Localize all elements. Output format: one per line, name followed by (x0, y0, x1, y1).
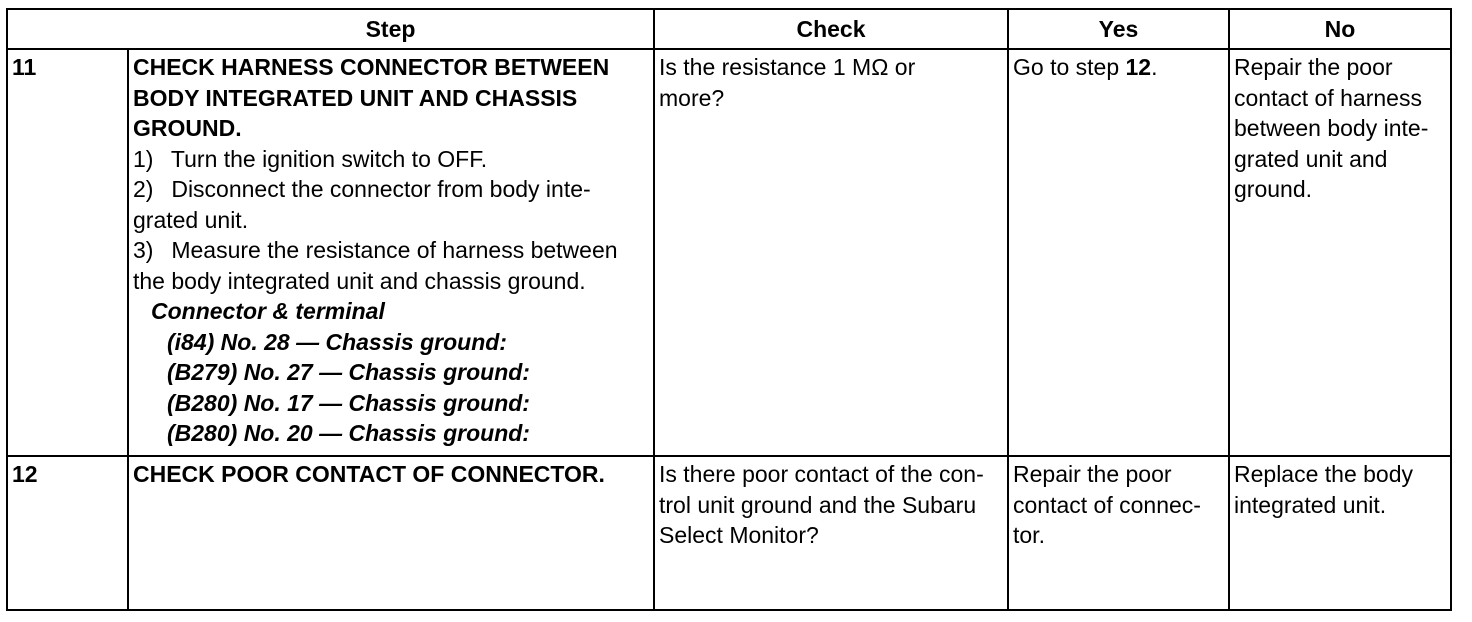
header-row (7, 9, 1451, 49)
connector-item: (i84) No. 28 — Chassis ground: (167, 328, 507, 355)
yes-step-link: 12 (1125, 54, 1152, 80)
no-line: between body inte- (1234, 115, 1429, 141)
header-step: Step (128, 9, 654, 49)
no-line: integrated unit. (1234, 491, 1387, 518)
check-line: Is there poor contact of the con- (659, 461, 984, 487)
check-cell (654, 456, 1008, 610)
step-description (128, 49, 654, 456)
instruction-line: 1) Turn the ignition switch to OFF. (133, 145, 488, 172)
header-check: Check (654, 9, 1008, 49)
diagnostic-table (6, 8, 1452, 611)
no-cell (1229, 49, 1451, 456)
check-cell (654, 49, 1008, 456)
no-line: Replace the body (1234, 461, 1414, 487)
step-number: 12 (7, 456, 128, 610)
yes-prefix: Go to step (1013, 54, 1126, 80)
check-line: trol unit ground and the Subaru (659, 491, 977, 518)
no-line: ground. (1234, 176, 1313, 202)
step-title-line: GROUND. (133, 115, 242, 141)
instruction-line: grated unit. (133, 206, 249, 233)
yes-line: contact of connec- (1013, 491, 1201, 518)
step-title-line: CHECK HARNESS CONNECTOR BETWEEN (133, 54, 610, 80)
connector-item: (B279) No. 27 — Chassis ground: (167, 359, 530, 385)
table-row (7, 456, 1451, 610)
yes-line: tor. (1013, 522, 1045, 548)
check-line: Is the resistance 1 MΩ or (659, 54, 916, 80)
step-title-line: BODY INTEGRATED UNIT AND CHASSIS (133, 84, 578, 111)
instruction-line: 3) Measure the resistance of harness between (133, 237, 618, 263)
no-line: Repair the poor (1234, 54, 1393, 80)
yes-line: Repair the poor (1013, 461, 1172, 487)
header-yes: Yes (1008, 9, 1229, 49)
instruction-line: 2) Disconnect the connector from body inte- (133, 176, 591, 202)
connector-item: (B280) No. 20 — Chassis ground: (167, 420, 530, 446)
connector-heading: Connector & terminal (151, 298, 385, 324)
step-title-line: CHECK POOR CONTACT OF CONNECTOR. (133, 461, 605, 487)
check-line: Select Monitor? (659, 522, 819, 548)
connector-item: (B280) No. 17 — Chassis ground: (167, 389, 530, 416)
check-line: more? (659, 84, 725, 111)
yes-cell (1008, 49, 1229, 456)
table-row (7, 49, 1451, 456)
instruction-line: the body integrated unit and chassis ground. (133, 267, 586, 294)
yes-cell (1008, 456, 1229, 610)
yes-line (1013, 52, 1224, 83)
no-line: contact of harness (1234, 84, 1422, 111)
no-line: grated unit and (1234, 145, 1388, 172)
step-number: 11 (7, 49, 128, 456)
header-step-number-cell (7, 9, 128, 49)
yes-suffix: . (1151, 54, 1158, 80)
no-cell (1229, 456, 1451, 610)
header-no: No (1229, 9, 1451, 49)
step-description (128, 456, 654, 610)
